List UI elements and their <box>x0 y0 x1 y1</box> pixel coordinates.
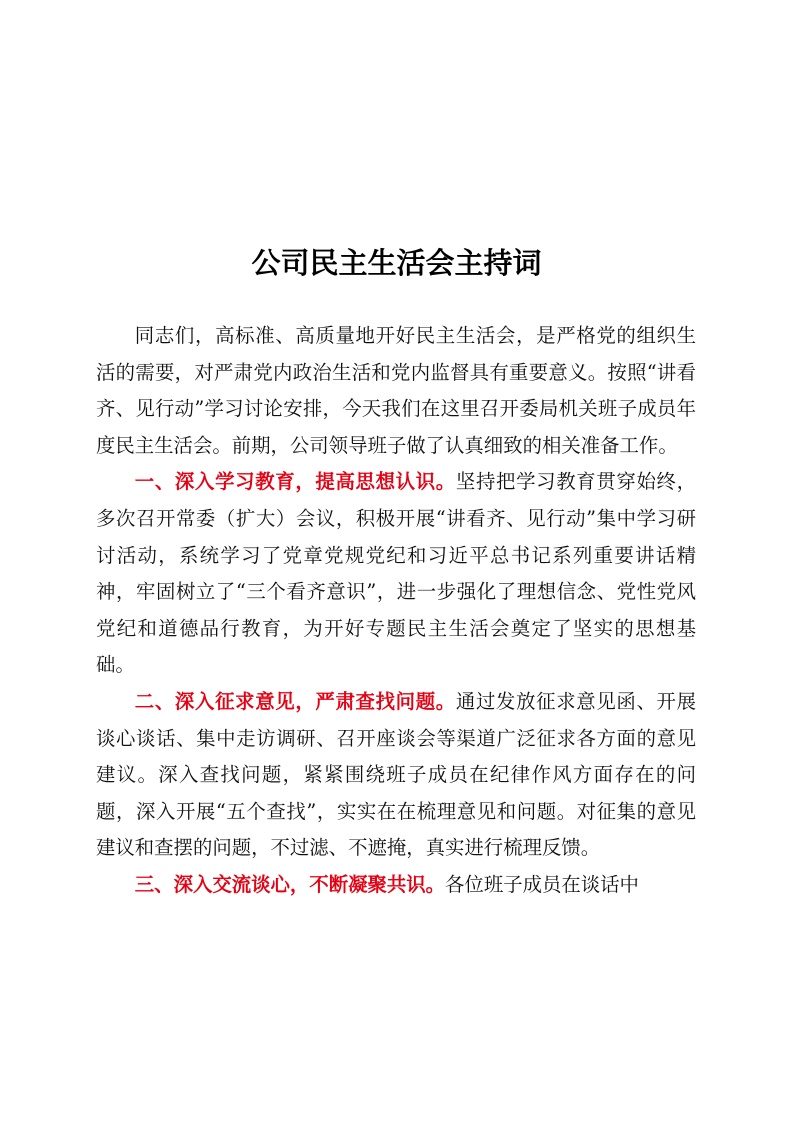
section-paragraph-3 <box>96 867 696 904</box>
section-text-1: 坚持把学习教育贯穿始终，多次召开常委（扩大）会议，积极开展“讲看齐、见行动”集中学习研讨活动，系统学习了党章党规党纪和习近平总书记系列重要讲话精神，牢固树立了“三个看齐意识”，进一步强化了理想信念、党性党风党纪和道德品行教育，为开好专题民主生活会奠定了坚实的思想基础。 <box>96 470 697 677</box>
section-text-3: 各位班子成员在谈话中 <box>445 872 639 896</box>
section-paragraph-1 <box>96 464 696 684</box>
intro-paragraph: 同志们，高标准、高质量地开好民主生活会，是严格党的组织生活的需要，对严肃党内政治生活和党内监督具有重要意义。按照“讲看齐、见行动”学习讨论安排，今天我们在这里召开委局机关班子成员年度民主生活会。前期，公司领导班子做了认真细致的相关准备工作。 <box>96 324 696 457</box>
section-heading-3: 三、深入交流谈心，不断凝聚共识。 <box>134 872 446 896</box>
document-title: 公司民主生活会主持词 <box>251 246 542 280</box>
section-text-2: 通过发放征求意见函、开展谈心谈话、集中走访调研、召开座谈会等渠道广泛征求各方面的意见建议。深入查找问题，紧紧围绕班子成员在纪律作风方面存在的问题，深入开展“五个查找”，实实在在梳理意见和问题。对征集的意见建议和查摆的问题，不过滤、不遮掩，真实进行梳理反馈。 <box>96 689 697 860</box>
section-heading-1: 一、深入学习教育，提高思想认识。 <box>134 470 456 494</box>
section-heading-2: 二、深入征求意见，严肃查找问题。 <box>134 689 456 713</box>
section-paragraph-2 <box>96 684 696 867</box>
document-body <box>96 318 696 904</box>
